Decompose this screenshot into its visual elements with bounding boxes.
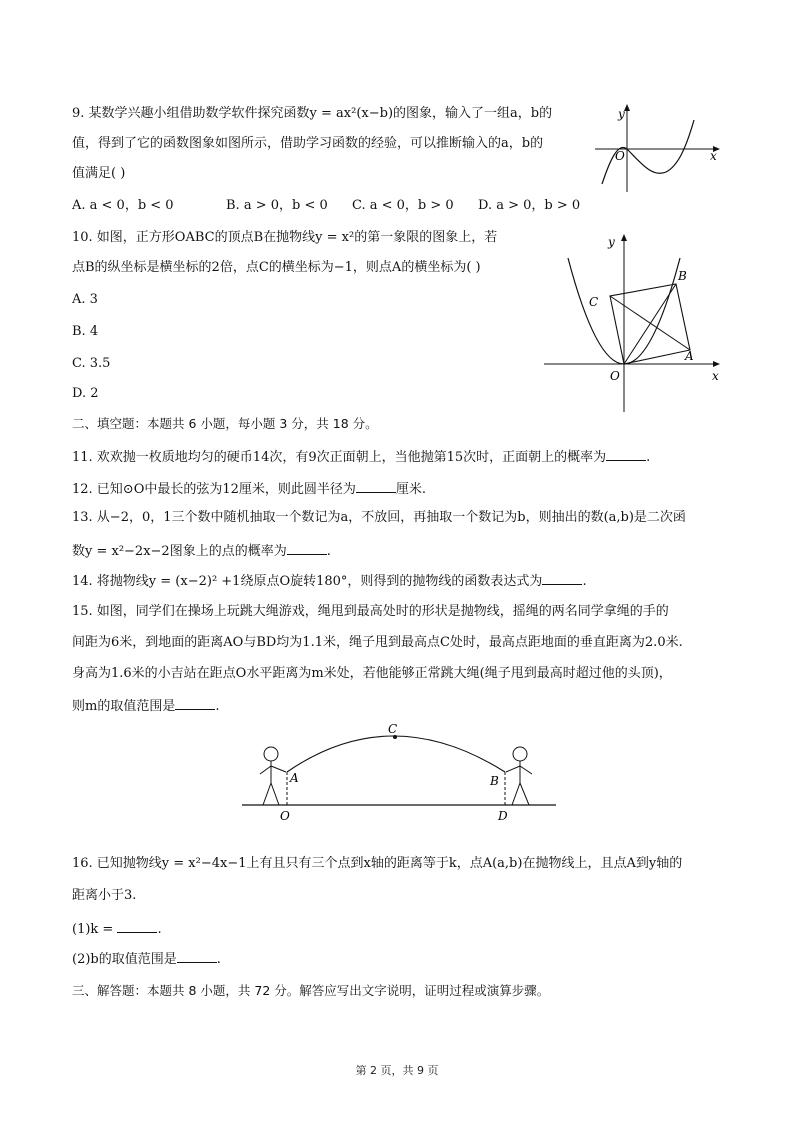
q9-option-c: C. a < 0，b > 0 xyxy=(352,198,454,213)
q9-function-graph xyxy=(590,100,730,195)
q9-option-d: D. a > 0，b > 0 xyxy=(478,198,581,213)
q9-line-2: 值，得到了它的函数图象如图所示，借助学习函数的经验，可以推断输入的a，b的 xyxy=(72,136,544,151)
q14-answer-blank xyxy=(542,570,582,585)
q10-origin-label: O xyxy=(610,369,620,383)
q10-option-b: B. 4 xyxy=(72,324,99,339)
q10-y-arrow xyxy=(621,234,627,241)
q9-option-a: A. a < 0，b < 0 xyxy=(72,198,174,213)
q13-line-2 xyxy=(72,540,331,562)
q9-line-3: 值满足( ) xyxy=(72,166,126,181)
q16-part-2-blank xyxy=(177,948,217,963)
q12 xyxy=(72,478,426,500)
section-3-heading: 三、解答题：本题共 8 小题，共 72 分。解答应写出文字说明，证明过程或演算步骤。 xyxy=(72,983,550,998)
q12-answer-blank xyxy=(356,478,396,493)
q15-label-d: D xyxy=(498,809,508,823)
q10-x-label: x xyxy=(712,369,719,383)
q10-point-c-label: C xyxy=(589,295,599,309)
q16-part-1-text: (1)k = xyxy=(72,922,114,937)
q10-line-2: 点B的纵坐标是横坐标的2倍，点C的横坐标为−1，则点A的横坐标为( ) xyxy=(72,260,481,275)
q16-line-2: 距离小于3. xyxy=(72,888,137,903)
q15-line-4-text: 则m的取值范围是 xyxy=(72,699,176,714)
q15-rope-parabola xyxy=(287,736,505,772)
q16-part-1-blank xyxy=(117,918,157,933)
q13-line-2-text: 数y = x²−2x−2图象上的点的概率为 xyxy=(72,544,287,559)
q10-point-a-label: A xyxy=(685,349,694,363)
q15-label-o: O xyxy=(280,809,290,823)
q16-part-2-text: (2)b的取值范围是 xyxy=(72,952,177,967)
q15-label-a: A xyxy=(290,771,299,785)
section-2-heading: 二、填空题：本题共 6 小题，每小题 3 分，共 18 分。 xyxy=(72,416,378,431)
q13-answer-blank xyxy=(287,540,327,555)
q15-line-2: 间距为6米，到地面的距离AO与BD均为1.1米，绳子甩到最高点C处时，最高点距地面的垂直距离为2.0米. xyxy=(72,635,683,650)
q10-square-parabola-figure xyxy=(540,228,730,418)
q12-text: 12. 已知⊙O中最长的弦为12厘米，则此圆半径为 xyxy=(72,482,356,497)
q15-jump-rope-figure xyxy=(240,722,560,827)
q16-part-1 xyxy=(72,918,162,940)
q11-answer-blank xyxy=(606,446,646,461)
q14 xyxy=(72,570,587,592)
q9-y-label: y xyxy=(618,107,625,121)
q10-x-arrow xyxy=(713,361,720,367)
q15-line-1: 15. 如图，同学们在操场上玩跳大绳游戏，绳甩到最高处时的形状是抛物线，摇绳的两名同学拿绳的手的 xyxy=(72,604,669,619)
page-footer: 第 2 页，共 9 页 xyxy=(355,1064,439,1077)
q15-line-3: 身高为1.6米的小吉站在距点O水平距离为m米处，若他能够正常跳大绳(绳子甩到最高时超过他的头顶)， xyxy=(72,666,672,681)
q9-y-arrow xyxy=(624,104,630,111)
q14-text: 14. 将抛物线y = (x−2)² +1绕原点O旋转180°，则得到的抛物线的函数表达式为 xyxy=(72,574,543,589)
q9-line-1: 9. 某数学兴趣小组借助数学软件探究函数y = ax²(x−b)的图象，输入了一组a，b的 xyxy=(72,106,553,121)
q10-point-b-label: B xyxy=(678,269,687,283)
q15-label-c: C xyxy=(388,722,398,736)
q11-end: . xyxy=(646,450,651,465)
q13-end: . xyxy=(326,544,331,559)
q12-end: 厘米. xyxy=(395,482,427,497)
q10-option-c: C. 3.5 xyxy=(72,356,111,371)
q9-x-label: x xyxy=(710,149,717,163)
q16-part-2-end: . xyxy=(216,952,221,967)
q16-part-1-end: . xyxy=(157,922,162,937)
q13-line-1: 13. 从−2，0，1三个数中随机抽取一个数记为a，不放回，再抽取一个数记为b，则抽出的数(a,b)是二次函 xyxy=(72,510,686,525)
q15-right-person xyxy=(506,747,532,805)
q15-line-4 xyxy=(72,695,219,717)
q15-left-person xyxy=(260,747,286,805)
q16-line-1: 16. 已知抛物线y = x²−4x−1上有且只有三个点到x轴的距离等于k，点A(a,b)在抛物线上，且点A到y轴的 xyxy=(72,856,683,871)
q16-part-2 xyxy=(72,948,221,970)
q15-answer-blank xyxy=(175,695,215,710)
q9-option-b: B. a > 0，b < 0 xyxy=(226,198,328,213)
q11 xyxy=(72,446,650,468)
q10-diagonal-ob xyxy=(624,284,676,364)
q10-line-1: 10. 如图，正方形OABC的顶点B在抛物线y = x²的第一象限的图象上，若 xyxy=(72,230,498,245)
q14-end: . xyxy=(582,574,587,589)
q11-text: 11. 欢欢抛一枚质地均匀的硬币14次，有9次正面朝上，当他抛第15次时，正面朝上的概率为 xyxy=(72,450,607,465)
q15-label-b: B xyxy=(490,774,499,788)
q9-origin-label: O xyxy=(615,149,625,163)
q10-y-label: y xyxy=(608,235,615,249)
q10-option-d: D. 2 xyxy=(72,386,99,401)
q10-option-a: A. 3 xyxy=(72,292,98,307)
q15-end: . xyxy=(215,699,220,714)
